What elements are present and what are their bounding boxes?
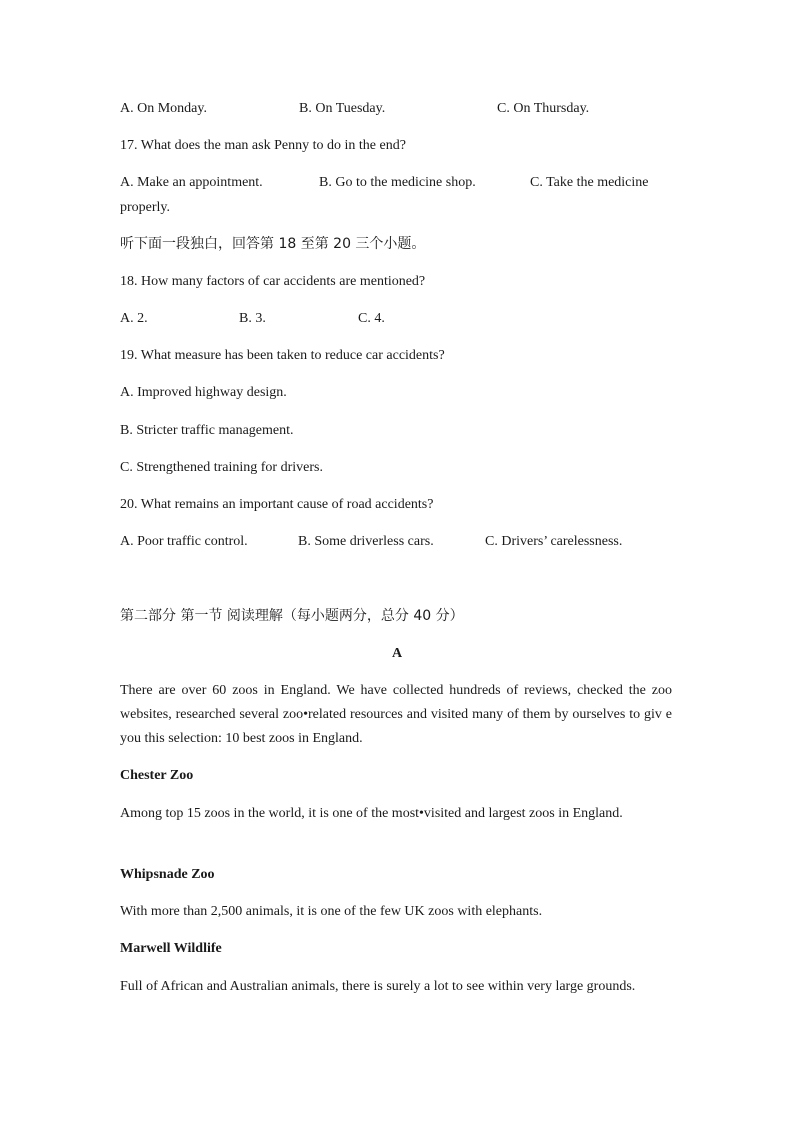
q20-option-c: C. Drivers’ carelessness. [485, 534, 623, 549]
q16-option-b: B. On Tuesday. [299, 101, 386, 116]
part2-header: 第二部分 第一节 阅读理解（每小题两分，总分 40 分） [120, 608, 464, 624]
q20-option-b: B. Some driverless cars. [298, 534, 434, 549]
q17-option-c: C. Take the medicine [530, 175, 649, 190]
passage-label: A [391, 646, 403, 661]
q17-option-c-continuation: properly. [120, 200, 171, 215]
q20-option-a: A. Poor traffic control. [120, 534, 248, 549]
passage-intro: There are over 60 zoos in England. We have collected hundreds of reviews, checked the zoo websites, researched several zoo•related resources and visited many of them by ourselves to giv e you this selection: 10 best zoos in England. [120, 683, 672, 746]
q17-option-b: B. Go to the medicine shop. [319, 175, 476, 190]
q20-question: 20. What remains an important cause of road accidents? [120, 497, 434, 512]
zoo-desc-marwell: Full of African and Australian animals, there is surely a lot to see within very large grounds. [120, 979, 636, 994]
q17-question: 17. What does the man ask Penny to do in the end? [120, 138, 406, 153]
q16-option-c: C. On Thursday. [497, 101, 590, 116]
q17-option-a: A. Make an appointment. [120, 175, 263, 190]
zoo-name-marwell: Marwell Wildlife [120, 941, 222, 956]
q19-question: 19. What measure has been taken to reduce car accidents? [120, 348, 445, 363]
zoo-desc-chester: Among top 15 zoos in the world, it is one of the most•visited and largest zoos in England. [120, 806, 623, 821]
q18-question: 18. How many factors of car accidents are mentioned? [120, 274, 426, 289]
q19-option-b: B. Stricter traffic management. [120, 423, 294, 438]
q19-option-c: C. Strengthened training for drivers. [120, 460, 323, 475]
q18-option-c: C. 4. [358, 311, 385, 326]
zoo-name-whipsnade: Whipsnade Zoo [120, 867, 215, 882]
monologue-instruction: 听下面一段独白，回答第 18 至第 20 三个小题。 [120, 236, 426, 252]
zoo-desc-whipsnade: With more than 2,500 animals, it is one of the few UK zoos with elephants. [120, 904, 543, 919]
q18-option-a: A. 2. [120, 311, 148, 326]
q18-option-b: B. 3. [239, 311, 266, 326]
q19-option-a: A. Improved highway design. [120, 385, 287, 400]
zoo-name-chester: Chester Zoo [120, 768, 194, 783]
q16-option-a: A. On Monday. [120, 101, 207, 116]
